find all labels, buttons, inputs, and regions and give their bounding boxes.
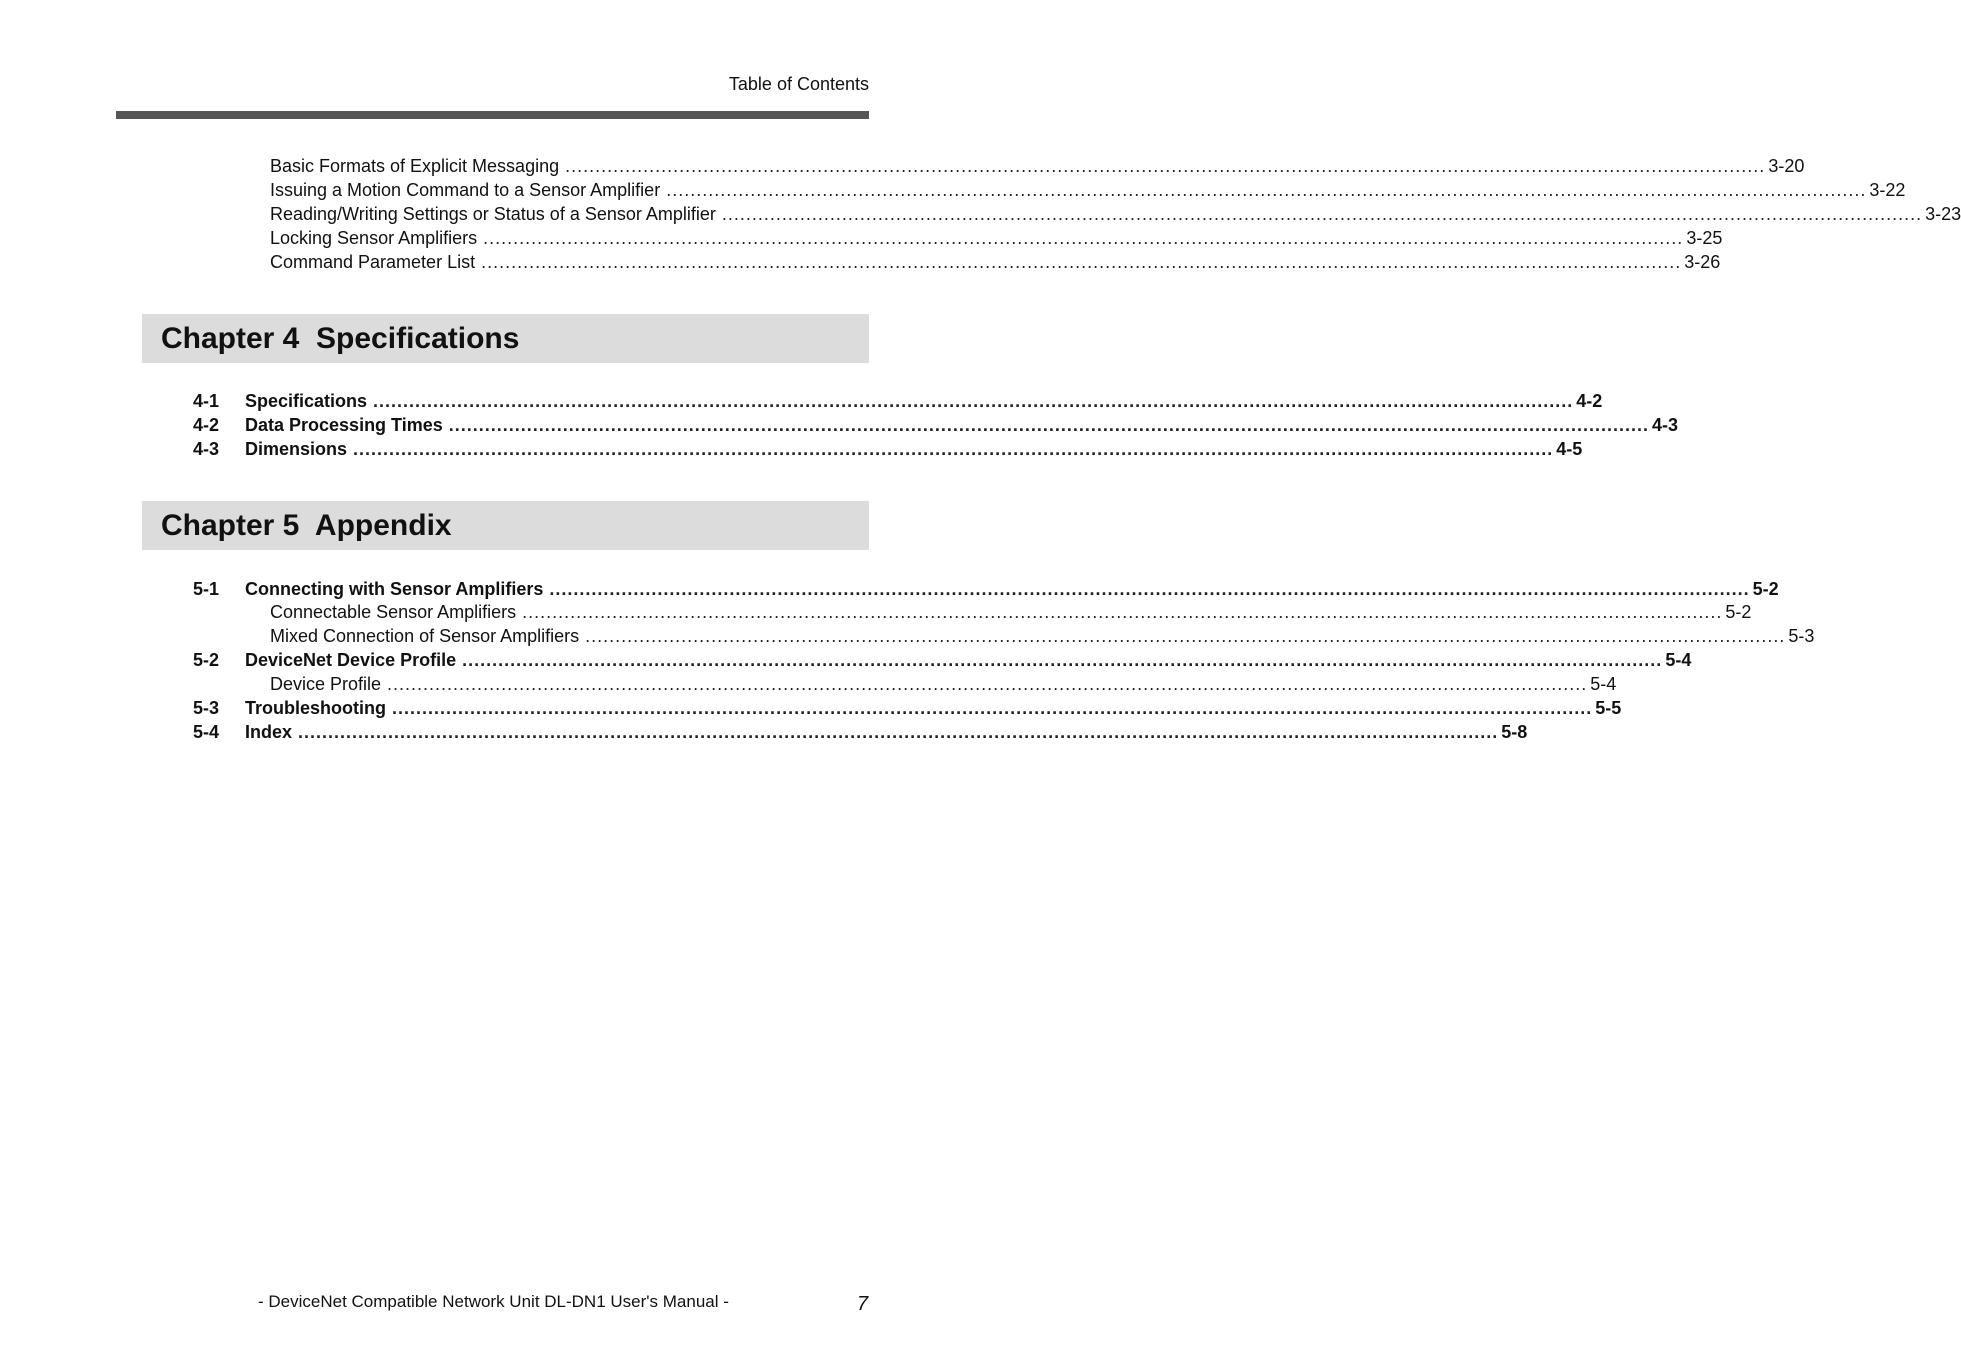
toc-entry-title: Troubleshooting xyxy=(245,698,386,718)
toc-entry-page: 3-26 xyxy=(1684,252,1721,272)
toc-section[interactable] xyxy=(193,437,1583,461)
section-number: 4-1 xyxy=(193,391,220,411)
dot-leader: ........................................................................................................................................................................................................ xyxy=(522,602,1723,622)
toc-entry-title: Data Processing Times xyxy=(245,415,443,435)
toc-entry-page: 4-5 xyxy=(1556,439,1583,459)
toc-entry-title: Specifications xyxy=(245,391,368,411)
toc-entry-page: 4-3 xyxy=(1651,415,1678,435)
toc-entry-title: Mixed Connection of Sensor Amplifiers xyxy=(270,626,580,646)
section-number: 5-4 xyxy=(193,722,220,742)
toc-section[interactable] xyxy=(193,696,1622,720)
toc-entry[interactable] xyxy=(270,624,1815,648)
section-number: 5-2 xyxy=(193,650,220,670)
toc-entry-title: Command Parameter List xyxy=(270,252,476,272)
section-number: 4-2 xyxy=(193,415,220,435)
dot-leader: ........................................................................................................................................................................................................ xyxy=(549,579,1750,599)
toc-entry-title: Dimensions xyxy=(245,439,348,459)
header-rule xyxy=(116,111,869,119)
toc-section[interactable] xyxy=(193,577,1779,601)
toc-entry-page: 5-4 xyxy=(1590,674,1617,694)
toc-entry-title: Device Profile xyxy=(270,674,382,694)
dot-leader: ........................................................................................................................................................................................................ xyxy=(448,415,1649,435)
toc-entry-title: Reading/Writing Settings or Status of a Sensor Amplifier xyxy=(270,204,716,224)
toc-section[interactable] xyxy=(193,720,1528,744)
dot-leader: ........................................................................................................................................................................................................ xyxy=(373,391,1574,411)
chapter-title: Chapter 4 Specifications xyxy=(161,322,520,355)
toc-entry-page: 5-8 xyxy=(1501,722,1528,742)
toc-entry-page: 3-23 xyxy=(1925,204,1961,224)
toc-entry[interactable] xyxy=(270,600,1752,624)
dot-leader: ........................................................................................................................................................................................................ xyxy=(481,252,1682,272)
toc-entry-page: 4-2 xyxy=(1576,391,1603,411)
dot-leader: ........................................................................................................................................................................................................ xyxy=(721,204,1923,224)
dot-leader: ........................................................................................................................................................................................................ xyxy=(666,180,1867,200)
toc-entry[interactable] xyxy=(270,202,1961,226)
toc-entry-page: 3-20 xyxy=(1768,156,1805,176)
toc-entry-title: Connectable Sensor Amplifiers xyxy=(270,602,517,622)
dot-leader: ........................................................................................................................................................................................................ xyxy=(565,156,1766,176)
toc-entry-title: Issuing a Motion Command to a Sensor Amplifier xyxy=(270,180,661,200)
running-header: Table of Contents xyxy=(728,74,869,94)
footer-manual-title: - DeviceNet Compatible Network Unit DL-DN1 User's Manual - xyxy=(258,1292,729,1311)
dot-leader: ........................................................................................................................................................................................................ xyxy=(462,650,1663,670)
toc-entry-page: 5-2 xyxy=(1752,579,1779,599)
section-number: 4-3 xyxy=(193,439,220,459)
toc-entry-title: Basic Formats of Explicit Messaging xyxy=(270,156,560,176)
section-number: 5-1 xyxy=(193,579,220,599)
toc-entry[interactable] xyxy=(270,672,1617,696)
chapter-4-heading xyxy=(142,314,869,363)
toc-entry-page: 5-4 xyxy=(1665,650,1692,670)
chapter-5-heading xyxy=(142,501,869,550)
toc-entry-title: Locking Sensor Amplifiers xyxy=(270,228,478,248)
dot-leader: ........................................................................................................................................................................................................ xyxy=(585,626,1786,646)
toc-section[interactable] xyxy=(193,648,1692,672)
toc-entry-title: Index xyxy=(245,722,293,742)
chapter-title: Chapter 5 Appendix xyxy=(161,509,452,542)
toc-entry-page: 5-3 xyxy=(1788,626,1815,646)
toc-section[interactable] xyxy=(193,413,1678,437)
section-number: 5-3 xyxy=(193,698,220,718)
toc-entry[interactable] xyxy=(270,154,1805,178)
toc-entry-page: 5-5 xyxy=(1595,698,1622,718)
toc-entry[interactable] xyxy=(270,178,1906,202)
toc-entry[interactable] xyxy=(270,250,1721,274)
toc-entry-title: Connecting with Sensor Amplifiers xyxy=(245,579,544,599)
dot-leader: ........................................................................................................................................................................................................ xyxy=(392,698,1593,718)
page-number: 7 xyxy=(857,1293,869,1315)
toc-entry-page: 3-22 xyxy=(1869,180,1906,200)
toc-entry-page: 5-2 xyxy=(1725,602,1752,622)
toc-entry-title: DeviceNet Device Profile xyxy=(245,650,457,670)
toc-entry-page: 3-25 xyxy=(1686,228,1723,248)
dot-leader: ........................................................................................................................................................................................................ xyxy=(483,228,1684,248)
toc-entry[interactable] xyxy=(270,226,1723,250)
toc-section[interactable] xyxy=(193,389,1603,413)
dot-leader: ........................................................................................................................................................................................................ xyxy=(298,722,1499,742)
dot-leader: ........................................................................................................................................................................................................ xyxy=(387,674,1588,694)
dot-leader: ........................................................................................................................................................................................................ xyxy=(353,439,1554,459)
